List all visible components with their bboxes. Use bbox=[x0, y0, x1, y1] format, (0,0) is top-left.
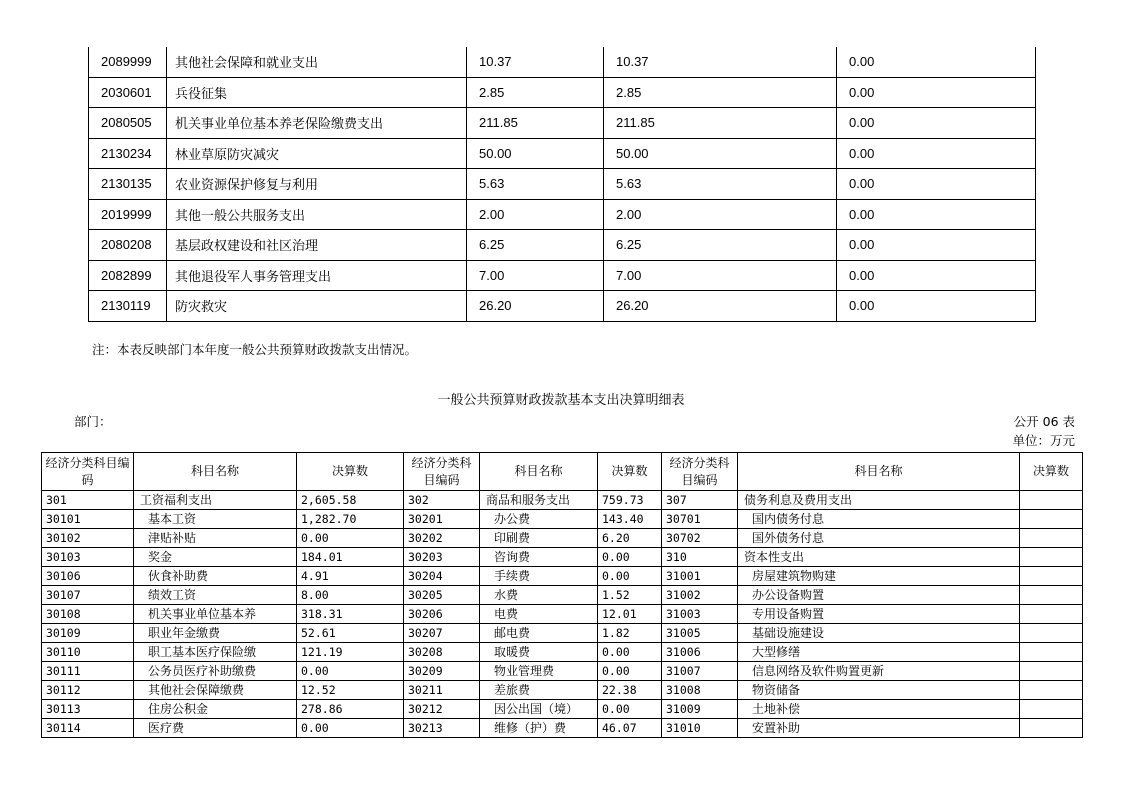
code-cell-2: 30206 bbox=[404, 605, 480, 624]
code-cell-3: 31010 bbox=[662, 719, 738, 738]
name-cell-3: 基础设施建设 bbox=[738, 624, 1020, 643]
subject-code-cell: 2082899 bbox=[89, 260, 167, 291]
name-cell-1: 伙食补助费 bbox=[134, 567, 297, 586]
table-row bbox=[42, 529, 1083, 548]
table-note: 注：本表反映部门本年度一般公共预算财政拨款支出情况。 bbox=[92, 342, 418, 357]
amount-cell-3 bbox=[1020, 719, 1083, 738]
name-cell-3: 安置补助 bbox=[738, 719, 1020, 738]
name-cell-1: 绩效工资 bbox=[134, 586, 297, 605]
subject-name-cell: 其他社会保障和就业支出 bbox=[167, 47, 467, 77]
amount-cell-2: 1.82 bbox=[598, 624, 662, 643]
header-code-3: 经济分类科目编码 bbox=[662, 453, 738, 491]
header-amount-2: 决算数 bbox=[598, 453, 662, 491]
basic-expenditure-cell: 26.20 bbox=[604, 291, 837, 322]
code-cell-2: 30205 bbox=[404, 586, 480, 605]
amount-cell-2: 22.38 bbox=[598, 681, 662, 700]
code-cell-3: 307 bbox=[662, 491, 738, 510]
subject-code-cell: 2089999 bbox=[89, 47, 167, 77]
header-name-3: 科目名称 bbox=[738, 453, 1020, 491]
table-row bbox=[89, 199, 1036, 230]
name-cell-2: 商品和服务支出 bbox=[480, 491, 598, 510]
detail-table-body bbox=[42, 491, 1083, 738]
table-row bbox=[42, 624, 1083, 643]
project-expenditure-cell: 0.00 bbox=[837, 169, 1036, 200]
project-expenditure-cell: 0.00 bbox=[837, 77, 1036, 108]
basic-expenditure-cell: 2.00 bbox=[604, 199, 837, 230]
name-cell-2: 手续费 bbox=[480, 567, 598, 586]
table-row bbox=[42, 681, 1083, 700]
unit-label: 单位：万元 bbox=[1012, 433, 1075, 448]
amount-cell-3 bbox=[1020, 529, 1083, 548]
table-row bbox=[89, 138, 1036, 169]
name-cell-2: 咨询费 bbox=[480, 548, 598, 567]
header-code-1: 经济分类科目编码 bbox=[42, 453, 134, 491]
form-number: 公开 06 表 bbox=[1013, 414, 1075, 429]
name-cell-3: 物资储备 bbox=[738, 681, 1020, 700]
code-cell-1: 30106 bbox=[42, 567, 134, 586]
total-cell: 211.85 bbox=[467, 108, 604, 139]
code-cell-1: 30107 bbox=[42, 586, 134, 605]
name-cell-1: 职业年金缴费 bbox=[134, 624, 297, 643]
subject-name-cell: 基层政权建设和社区治理 bbox=[167, 230, 467, 261]
total-cell: 5.63 bbox=[467, 169, 604, 200]
basic-expenditure-cell: 5.63 bbox=[604, 169, 837, 200]
name-cell-3: 房屋建筑物购建 bbox=[738, 567, 1020, 586]
department-label: 部门： bbox=[74, 414, 112, 429]
code-cell-3: 30702 bbox=[662, 529, 738, 548]
amount-cell-2: 0.00 bbox=[598, 662, 662, 681]
table-row bbox=[42, 605, 1083, 624]
amount-cell-3 bbox=[1020, 567, 1083, 586]
name-cell-3: 办公设备购置 bbox=[738, 586, 1020, 605]
name-cell-2: 邮电费 bbox=[480, 624, 598, 643]
amount-cell-2: 759.73 bbox=[598, 491, 662, 510]
project-expenditure-cell: 0.00 bbox=[837, 199, 1036, 230]
code-cell-3: 31007 bbox=[662, 662, 738, 681]
project-expenditure-cell: 0.00 bbox=[837, 47, 1036, 77]
code-cell-1: 30111 bbox=[42, 662, 134, 681]
amount-cell-1: 52.61 bbox=[297, 624, 404, 643]
amount-cell-1: 0.00 bbox=[297, 719, 404, 738]
project-expenditure-cell: 0.00 bbox=[837, 138, 1036, 169]
name-cell-2: 水费 bbox=[480, 586, 598, 605]
subject-name-cell: 农业资源保护修复与利用 bbox=[167, 169, 467, 200]
name-cell-3: 国外债务付息 bbox=[738, 529, 1020, 548]
table-row bbox=[89, 169, 1036, 200]
amount-cell-3 bbox=[1020, 605, 1083, 624]
code-cell-3: 31002 bbox=[662, 586, 738, 605]
project-expenditure-cell: 0.00 bbox=[837, 230, 1036, 261]
amount-cell-3 bbox=[1020, 681, 1083, 700]
code-cell-1: 30110 bbox=[42, 643, 134, 662]
header-name-1: 科目名称 bbox=[134, 453, 297, 491]
code-cell-1: 30102 bbox=[42, 529, 134, 548]
code-cell-1: 30113 bbox=[42, 700, 134, 719]
code-cell-1: 30103 bbox=[42, 548, 134, 567]
name-cell-1: 职工基本医疗保险缴 bbox=[134, 643, 297, 662]
header-name-2: 科目名称 bbox=[480, 453, 598, 491]
amount-cell-3 bbox=[1020, 510, 1083, 529]
name-cell-2: 差旅费 bbox=[480, 681, 598, 700]
name-cell-1: 津贴补贴 bbox=[134, 529, 297, 548]
amount-cell-2: 0.00 bbox=[598, 548, 662, 567]
total-cell: 50.00 bbox=[467, 138, 604, 169]
table-row bbox=[89, 77, 1036, 108]
subject-name-cell: 其他一般公共服务支出 bbox=[167, 199, 467, 230]
name-cell-3: 信息网络及软件购置更新 bbox=[738, 662, 1020, 681]
project-expenditure-cell: 0.00 bbox=[837, 291, 1036, 322]
amount-cell-3 bbox=[1020, 624, 1083, 643]
subject-name-cell: 防灾救灾 bbox=[167, 291, 467, 322]
code-cell-3: 30701 bbox=[662, 510, 738, 529]
amount-cell-2: 46.07 bbox=[598, 719, 662, 738]
basic-expenditure-cell: 50.00 bbox=[604, 138, 837, 169]
amount-cell-1: 8.00 bbox=[297, 586, 404, 605]
amount-cell-3 bbox=[1020, 643, 1083, 662]
project-expenditure-cell: 0.00 bbox=[837, 260, 1036, 291]
amount-cell-1: 0.00 bbox=[297, 662, 404, 681]
amount-cell-3 bbox=[1020, 548, 1083, 567]
name-cell-1: 其他社会保障缴费 bbox=[134, 681, 297, 700]
expenditure-summary-table bbox=[88, 47, 1036, 322]
subject-name-cell: 机关事业单位基本养老保险缴费支出 bbox=[167, 108, 467, 139]
total-cell: 26.20 bbox=[467, 291, 604, 322]
amount-cell-1: 0.00 bbox=[297, 529, 404, 548]
subject-code-cell: 2130135 bbox=[89, 169, 167, 200]
total-cell: 2.85 bbox=[467, 77, 604, 108]
code-cell-3: 310 bbox=[662, 548, 738, 567]
amount-cell-2: 0.00 bbox=[598, 567, 662, 586]
basic-expenditure-cell: 7.00 bbox=[604, 260, 837, 291]
code-cell-3: 31001 bbox=[662, 567, 738, 586]
amount-cell-1: 318.31 bbox=[297, 605, 404, 624]
code-cell-2: 30213 bbox=[404, 719, 480, 738]
code-cell-1: 30112 bbox=[42, 681, 134, 700]
table-row bbox=[89, 47, 1036, 77]
summary-table-body bbox=[89, 47, 1036, 321]
code-cell-3: 31005 bbox=[662, 624, 738, 643]
code-cell-2: 30202 bbox=[404, 529, 480, 548]
amount-cell-2: 6.20 bbox=[598, 529, 662, 548]
total-cell: 2.00 bbox=[467, 199, 604, 230]
amount-cell-3 bbox=[1020, 491, 1083, 510]
amount-cell-3 bbox=[1020, 662, 1083, 681]
subject-name-cell: 林业草原防灾减灾 bbox=[167, 138, 467, 169]
name-cell-2: 物业管理费 bbox=[480, 662, 598, 681]
project-expenditure-cell: 0.00 bbox=[837, 108, 1036, 139]
name-cell-3: 土地补偿 bbox=[738, 700, 1020, 719]
table-header-row bbox=[42, 453, 1083, 491]
name-cell-1: 公务员医疗补助缴费 bbox=[134, 662, 297, 681]
page-title: 一般公共预算财政拨款基本支出决算明细表 bbox=[437, 393, 685, 408]
basic-expenditure-cell: 10.37 bbox=[604, 47, 837, 77]
code-cell-2: 30212 bbox=[404, 700, 480, 719]
basic-expenditure-cell: 211.85 bbox=[604, 108, 837, 139]
code-cell-2: 30207 bbox=[404, 624, 480, 643]
code-cell-1: 30109 bbox=[42, 624, 134, 643]
table-row bbox=[89, 291, 1036, 322]
name-cell-3: 专用设备购置 bbox=[738, 605, 1020, 624]
code-cell-2: 30203 bbox=[404, 548, 480, 567]
code-cell-3: 31003 bbox=[662, 605, 738, 624]
amount-cell-2: 1.52 bbox=[598, 586, 662, 605]
total-cell: 7.00 bbox=[467, 260, 604, 291]
amount-cell-1: 12.52 bbox=[297, 681, 404, 700]
amount-cell-3 bbox=[1020, 700, 1083, 719]
code-cell-2: 30209 bbox=[404, 662, 480, 681]
name-cell-2: 办公费 bbox=[480, 510, 598, 529]
table-row bbox=[89, 260, 1036, 291]
name-cell-1: 工资福利支出 bbox=[134, 491, 297, 510]
subject-name-cell: 兵役征集 bbox=[167, 77, 467, 108]
subject-code-cell: 2080505 bbox=[89, 108, 167, 139]
basic-expenditure-cell: 2.85 bbox=[604, 77, 837, 108]
amount-cell-2: 12.01 bbox=[598, 605, 662, 624]
code-cell-1: 30108 bbox=[42, 605, 134, 624]
name-cell-2: 印刷费 bbox=[480, 529, 598, 548]
name-cell-2: 电费 bbox=[480, 605, 598, 624]
amount-cell-2: 143.40 bbox=[598, 510, 662, 529]
name-cell-1: 医疗费 bbox=[134, 719, 297, 738]
name-cell-3: 大型修缮 bbox=[738, 643, 1020, 662]
name-cell-1: 机关事业单位基本养 bbox=[134, 605, 297, 624]
table-row bbox=[42, 662, 1083, 681]
subject-code-cell: 2130119 bbox=[89, 291, 167, 322]
amount-cell-3 bbox=[1020, 586, 1083, 605]
total-cell: 6.25 bbox=[467, 230, 604, 261]
table-row bbox=[42, 700, 1083, 719]
table-row bbox=[42, 586, 1083, 605]
amount-cell-1: 184.01 bbox=[297, 548, 404, 567]
table-row bbox=[42, 510, 1083, 529]
code-cell-2: 302 bbox=[404, 491, 480, 510]
code-cell-2: 30201 bbox=[404, 510, 480, 529]
code-cell-2: 30204 bbox=[404, 567, 480, 586]
amount-cell-2: 0.00 bbox=[598, 700, 662, 719]
basic-expenditure-detail-table bbox=[41, 452, 1083, 738]
basic-expenditure-cell: 6.25 bbox=[604, 230, 837, 261]
amount-cell-1: 121.19 bbox=[297, 643, 404, 662]
name-cell-3: 资本性支出 bbox=[738, 548, 1020, 567]
name-cell-2: 维修（护）费 bbox=[480, 719, 598, 738]
table-row bbox=[89, 108, 1036, 139]
code-cell-1: 301 bbox=[42, 491, 134, 510]
name-cell-2: 因公出国（境） bbox=[480, 700, 598, 719]
subject-code-cell: 2030601 bbox=[89, 77, 167, 108]
subject-code-cell: 2130234 bbox=[89, 138, 167, 169]
amount-cell-1: 278.86 bbox=[297, 700, 404, 719]
subject-name-cell: 其他退役军人事务管理支出 bbox=[167, 260, 467, 291]
total-cell: 10.37 bbox=[467, 47, 604, 77]
subject-code-cell: 2019999 bbox=[89, 199, 167, 230]
code-cell-3: 31009 bbox=[662, 700, 738, 719]
amount-cell-2: 0.00 bbox=[598, 643, 662, 662]
header-amount-1: 决算数 bbox=[297, 453, 404, 491]
code-cell-2: 30211 bbox=[404, 681, 480, 700]
table-row bbox=[89, 230, 1036, 261]
amount-cell-1: 2,605.58 bbox=[297, 491, 404, 510]
table-row bbox=[42, 719, 1083, 738]
code-cell-3: 31006 bbox=[662, 643, 738, 662]
code-cell-2: 30208 bbox=[404, 643, 480, 662]
table-row bbox=[42, 643, 1083, 662]
name-cell-1: 基本工资 bbox=[134, 510, 297, 529]
header-code-2: 经济分类科目编码 bbox=[404, 453, 480, 491]
subject-code-cell: 2080208 bbox=[89, 230, 167, 261]
name-cell-2: 取暖费 bbox=[480, 643, 598, 662]
table-row bbox=[42, 491, 1083, 510]
name-cell-3: 国内债务付息 bbox=[738, 510, 1020, 529]
code-cell-1: 30114 bbox=[42, 719, 134, 738]
table-row bbox=[42, 567, 1083, 586]
name-cell-1: 住房公积金 bbox=[134, 700, 297, 719]
code-cell-1: 30101 bbox=[42, 510, 134, 529]
header-amount-3: 决算数 bbox=[1020, 453, 1083, 491]
table-row bbox=[42, 548, 1083, 567]
name-cell-3: 债务利息及费用支出 bbox=[738, 491, 1020, 510]
amount-cell-1: 4.91 bbox=[297, 567, 404, 586]
name-cell-1: 奖金 bbox=[134, 548, 297, 567]
code-cell-3: 31008 bbox=[662, 681, 738, 700]
amount-cell-1: 1,282.70 bbox=[297, 510, 404, 529]
